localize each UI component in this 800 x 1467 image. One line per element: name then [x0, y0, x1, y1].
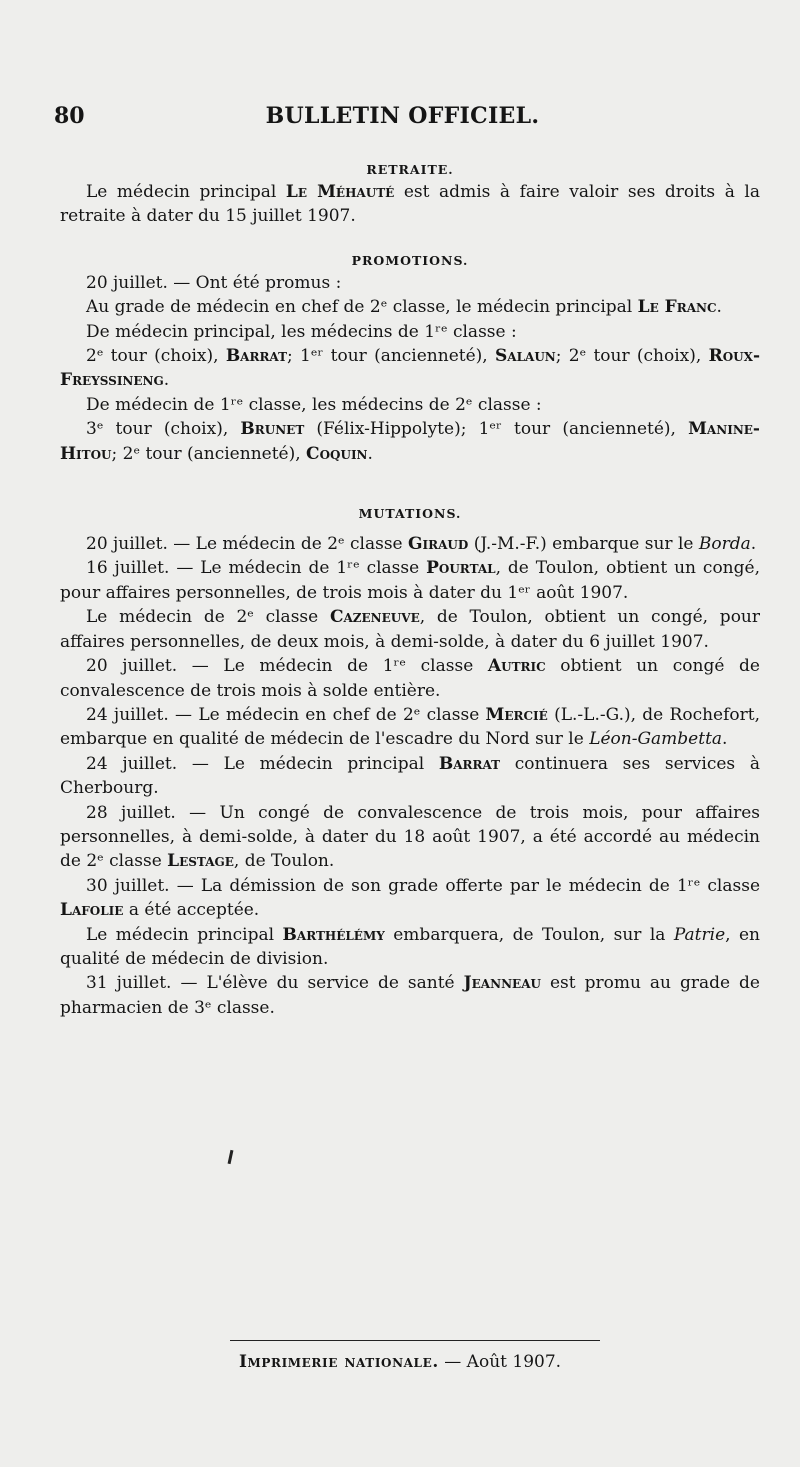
paragraph: De médecin principal, les médecins de 1ʳᵉ classe : — [86, 321, 517, 342]
person-name: Salaun — [494, 346, 556, 367]
paragraph: 2ᵉ tour (choix), Barrat; 1ᵉʳ tour (ancienneté), Salaun; 2ᵉ tour (choix), Roux-Freyssineng. — [60, 346, 761, 391]
person-name: Barrat — [225, 346, 288, 367]
ship-name: Patrie — [673, 924, 726, 945]
section-heading-promotions: PROMOTIONS. — [351, 252, 469, 268]
page-header — [50, 103, 755, 139]
person-name: Barthélémy — [282, 924, 385, 945]
person-name: Cazeneuve — [329, 607, 420, 628]
ship-name: Léon-Gambetta — [589, 729, 723, 750]
paragraph: 20 juillet. — Le médecin de 2ᵉ classe Giraud (J.-M.-F.) embarque sur le Borda. — [86, 534, 757, 555]
person-name: Pourtal — [426, 558, 496, 579]
paragraph: 24 juillet. — Le médecin en chef de 2ᵉ classe Mercié (L.-L.-G.), de Rochefort, embarque en qualité de médecin de l'escadre du Nord sur le Léon-Gambetta. — [60, 704, 760, 750]
page-body — [60, 160, 760, 1020]
person-name: Lestage — [167, 851, 234, 872]
paragraph: 31 juillet. — L'élève du service de santé Jeanneau est promu au grade de pharmacien de 3ᵉ classe. — [60, 973, 760, 1018]
ink-mark — [228, 1150, 234, 1164]
person-name: Jeanneau — [463, 973, 541, 994]
person-name: Le Méhauté — [285, 182, 395, 202]
paragraph: 20 juillet. — Le médecin de 1ʳᵉ classe Autric obtient un congé de convalescence de trois mois à solde entière. — [60, 656, 760, 701]
footer-rule — [230, 1340, 600, 1341]
running-title: BULLETIN OFFICIEL. — [265, 103, 540, 129]
person-name: Autric — [487, 656, 546, 677]
person-name: Roux-Freyssineng — [60, 346, 761, 391]
person-name: Giraud — [408, 534, 469, 555]
paragraph: 24 juillet. — Le médecin principal Barrat continuera ses services à Cherbourg. — [60, 753, 760, 799]
printer-name: Imprimerie nationale. — [238, 1352, 439, 1372]
person-name: Manine-Hitou — [60, 419, 760, 464]
imprint-footer — [0, 1352, 800, 1372]
paragraph: 16 juillet. — Le médecin de 1ʳᵉ classe Pourtal, de Toulon, obtient un congé, pour affaires personnelles, de trois mois à dater du 1ᵉʳ août 1907. — [60, 558, 760, 603]
paragraph: Le médecin principal Barthélémy embarquera, de Toulon, sur la Patrie, en qualité de médecin de division. — [60, 924, 760, 969]
section-heading-retraite: RETRAITE. — [366, 162, 454, 177]
paragraph: Au grade de médecin en chef de 2ᵉ classe, le médecin principal Le Franc. — [86, 297, 722, 318]
person-name: Mercié — [485, 704, 548, 725]
person-name: Barrat — [438, 753, 501, 774]
paragraph: 20 juillet. — Ont été promus : — [86, 272, 342, 293]
person-name: Brunet — [240, 419, 305, 440]
paragraph: De médecin de 1ʳᵉ classe, les médecins de 2ᵉ classe : — [86, 394, 542, 415]
person-name: Lafolie — [60, 900, 124, 921]
paragraph: 3ᵉ tour (choix), Brunet (Félix-Hippolyte); 1ᵉʳ tour (ancienneté), Manine-Hitou; 2ᵉ tour (ancienneté), Coquin. — [60, 419, 760, 464]
ship-name: Borda — [698, 534, 751, 555]
section-heading-mutations: MUTATIONS. — [358, 506, 462, 522]
imprint-date: — Août 1907. — [438, 1352, 562, 1372]
person-name: Coquin — [306, 443, 368, 464]
paragraph: Le médecin principal Le Méhauté est admis à faire valoir ses droits à la retraite à dater du 15 juillet 1907. — [60, 182, 761, 227]
paragraph: Le médecin de 2ᵉ classe Cazeneuve, de Toulon, obtient un congé, pour affaires personnelles, de deux mois, à demi-solde, à dater du 6 juillet 1907. — [60, 607, 760, 652]
paragraph: 28 juillet. — Un congé de convalescence de trois mois, pour affaires personnelles, à demi-solde, à dater du 18 août 1907, a été accordé au médecin de 2ᵉ classe Lestage, de Toulon. — [60, 802, 760, 872]
paragraph: 30 juillet. — La démission de son grade offerte par le médecin de 1ʳᵉ classe Lafolie a été acceptée. — [60, 875, 760, 921]
page-number: 80 — [54, 103, 85, 129]
person-name: Le Franc — [637, 297, 717, 318]
